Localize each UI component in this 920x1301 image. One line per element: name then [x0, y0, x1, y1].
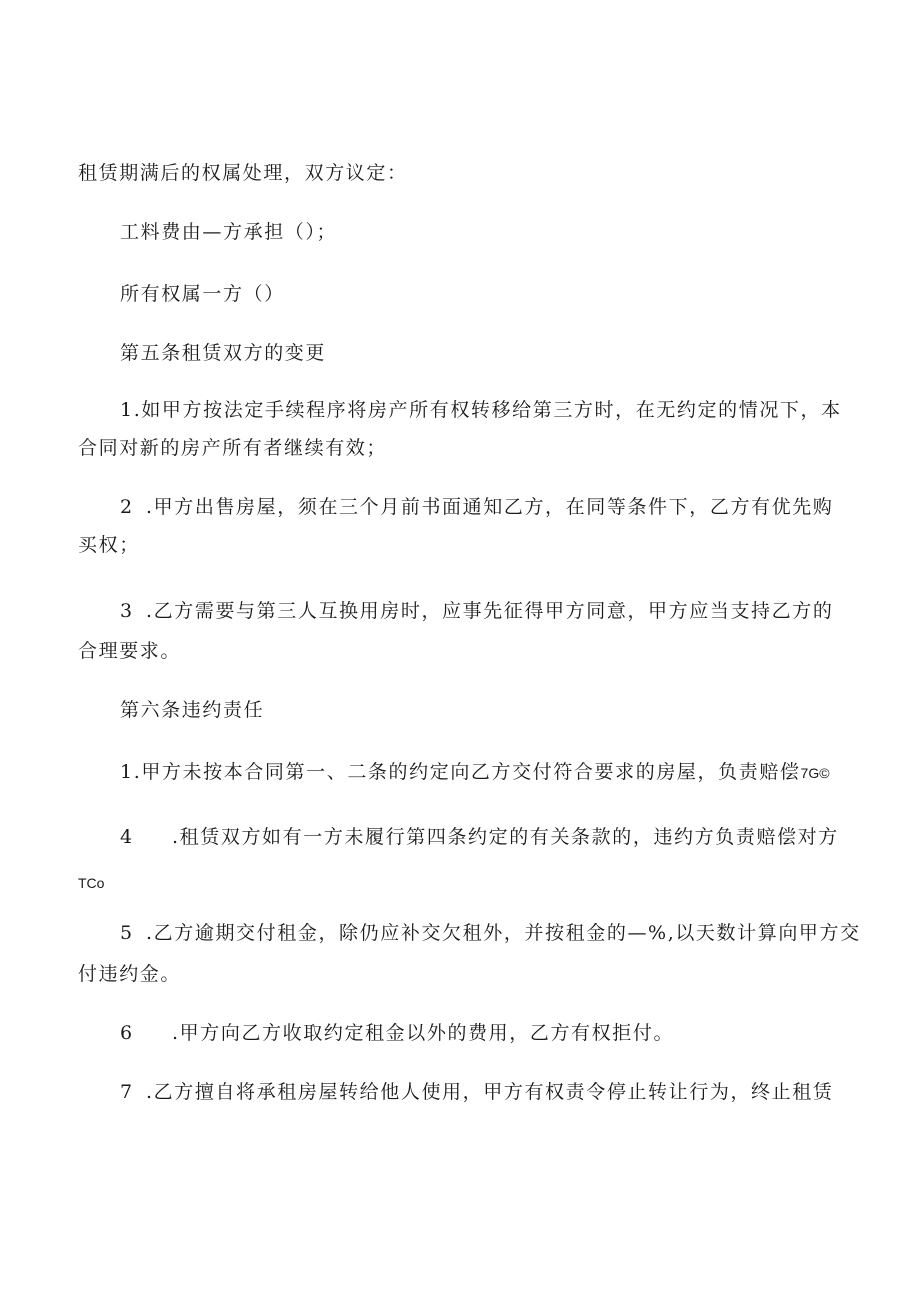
item-number: 7 [120, 1081, 134, 1103]
text-line-18 [120, 1080, 833, 1104]
line-text: 第五条租赁双方的变更 [120, 342, 327, 364]
line-text: .乙方擅自将承租房屋转给他人使用，甲方有权责令停止转让行为，终止租赁 [146, 1081, 834, 1103]
line-text: .租赁双方如有一方未履行第四条约定的有关条款的，违约方负责赔偿对方 [172, 826, 839, 848]
line-text: .甲方出售房屋，须在三个月前书面通知乙方，在同等条件下，乙方有优先购 [146, 496, 834, 518]
item-number: 4 [120, 826, 134, 848]
line-text: .乙方需要与第三人互换用房时，应事先征得甲方同意，甲方应当支持乙方的 [146, 600, 834, 622]
line-text: 1.甲方未按本合同第一、二条的约定向乙方交付符合要求的房屋，负责赔偿 [120, 761, 801, 783]
line-text: 付违约金。 [78, 963, 182, 985]
text-line-9 [120, 599, 833, 623]
text-line-7 [120, 495, 833, 519]
text-line-2 [120, 220, 337, 244]
line-text: 合同对新的房产所有者继续有效； [78, 437, 388, 459]
item-number: 6 [120, 1022, 134, 1044]
line-tail-text: TCo [78, 875, 105, 891]
text-line-8 [78, 533, 140, 557]
section-heading-6 [120, 698, 264, 722]
text-line-10 [78, 639, 181, 663]
item-number: 3 [120, 600, 134, 622]
item-number: 2 [120, 496, 134, 518]
line-text: 买权； [78, 534, 140, 556]
text-line-14 [78, 870, 104, 895]
line-text: 所有权属一方（） [120, 283, 285, 305]
text-line-15 [120, 921, 861, 945]
text-line-16 [78, 962, 181, 986]
text-line-1 [78, 161, 408, 185]
line-tail-text: 7G© [800, 765, 830, 781]
item-number: 5 [120, 922, 134, 944]
line-text: .甲方向乙方收取约定租金以外的费用，乙方有权拒付。 [172, 1022, 675, 1044]
line-text: 合理要求。 [78, 640, 182, 662]
text-line-6 [78, 436, 387, 460]
line-text: 1.如甲方按法定手续程序将房产所有权转移给第三方时，在无约定的情况下，本 [120, 399, 842, 421]
text-line-17 [120, 1021, 674, 1045]
text-line-13 [120, 825, 839, 849]
section-heading-5 [120, 341, 326, 365]
text-line-12 [120, 760, 830, 785]
line-text: .乙方逾期交付租金，除仍应补交欠租外，并按租金的—%,以天数计算向甲方交 [146, 922, 861, 944]
text-line-3 [120, 282, 285, 306]
line-text: 工料费由—方承担（）； [120, 221, 338, 243]
text-line-5 [120, 398, 842, 422]
line-text: 第六条违约责任 [120, 699, 265, 721]
line-text: 租赁期满后的权属处理，双方议定： [78, 162, 408, 184]
